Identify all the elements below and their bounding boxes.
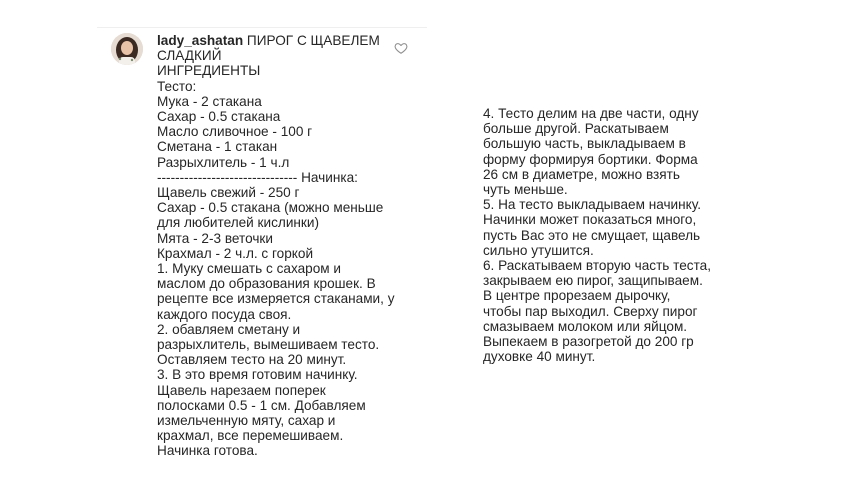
recipe-title: ПИРОГ С ЩАВЕЛЕМ — [246, 33, 380, 48]
text-line: Сахар - 0.5 стакана — [157, 109, 281, 125]
text-line: закрываем ею пирог, защипываем. — [483, 273, 703, 289]
text-line: Сметана - 1 стакан — [157, 139, 278, 155]
text-line: духовке 40 минут. — [483, 349, 596, 365]
text-line: 5. На тесто выкладываем начинку. — [483, 197, 701, 213]
avatar[interactable] — [111, 33, 143, 65]
username-link[interactable]: lady_ashatan — [157, 33, 244, 48]
text-line: Выпекаем в разогретой до 200 гр — [483, 334, 694, 350]
text-line: Крахмал - 2 ч.л. с горкой — [157, 245, 314, 261]
text-line: ------------------------------- Начинка: — [157, 169, 358, 185]
text-line: Масло сливочное - 100 г — [157, 124, 313, 140]
text-line: полосками 0.5 - 1 см. Добавляем — [157, 397, 366, 413]
text-line: разрыхлитель, вымешиваем тесто. — [157, 337, 380, 353]
text-line: крахмал, все перемешиваем. — [157, 428, 344, 444]
post-caption — [157, 33, 405, 459]
text-line: маслом до образования крошек. В — [157, 276, 376, 292]
text-line: пусть Вас это не смущает, щавель — [483, 227, 701, 243]
text-line: каждого посуда своя. — [157, 306, 292, 322]
text-line: 4. Тесто делим на две части, одну — [483, 106, 699, 121]
text-line: 1. Муку смешать с сахаром и — [157, 261, 341, 277]
text-line: смазываем молоком или яйцом. — [483, 318, 688, 334]
text-line: 6. Раскатываем вторую часть теста, — [483, 258, 711, 274]
recipe-continuation — [483, 106, 743, 364]
text-line: чуть меньше. — [483, 182, 568, 198]
text-line: Сахар - 0.5 стакана (можно меньше — [157, 200, 384, 216]
text-line: Мука - 2 стакана — [157, 93, 262, 109]
text-line: СЛАДКИЙ — [157, 48, 222, 64]
text-line: Щавель нарезаем поперек — [157, 382, 326, 398]
text-line: для любителей кислинки) — [157, 215, 319, 231]
text-line: Оставляем тесто на 20 минут. — [157, 352, 347, 368]
text-line: большую часть, выкладываем в — [483, 136, 686, 152]
text-line: больше другой. Раскатываем — [483, 121, 669, 137]
header-divider — [97, 27, 427, 28]
text-line: 3. В это время готовим начинку. — [157, 367, 358, 383]
text-line: Тесто: — [157, 78, 197, 94]
text-line: сильно утушится. — [483, 242, 594, 258]
caption-first-line — [157, 33, 405, 48]
text-line: 26 см в диаметре, можно взять — [483, 166, 680, 182]
text-line: ИНГРЕДИЕНТЫ — [157, 63, 261, 79]
text-line: Разрыхлитель - 1 ч.л — [157, 154, 290, 170]
text-line: Мята - 2-3 веточки — [157, 230, 273, 246]
text-line: измельченную мяту, сахар и — [157, 413, 336, 429]
text-line: Щавель свежий - 250 г — [157, 185, 300, 201]
text-line: рецепте все измеряется стаканами, у — [157, 291, 395, 307]
text-line: форму формируя бортики. Форма — [483, 151, 698, 167]
text-line: 2. обавляем сметану и — [157, 321, 301, 337]
text-line: В центре прорезаем дырочку, — [483, 288, 671, 304]
text-line: чтобы пар выходил. Сверху пирог — [483, 303, 698, 319]
text-line: Начинка готова. — [157, 443, 258, 459]
text-line: Начинки может показаться много, — [483, 212, 697, 228]
